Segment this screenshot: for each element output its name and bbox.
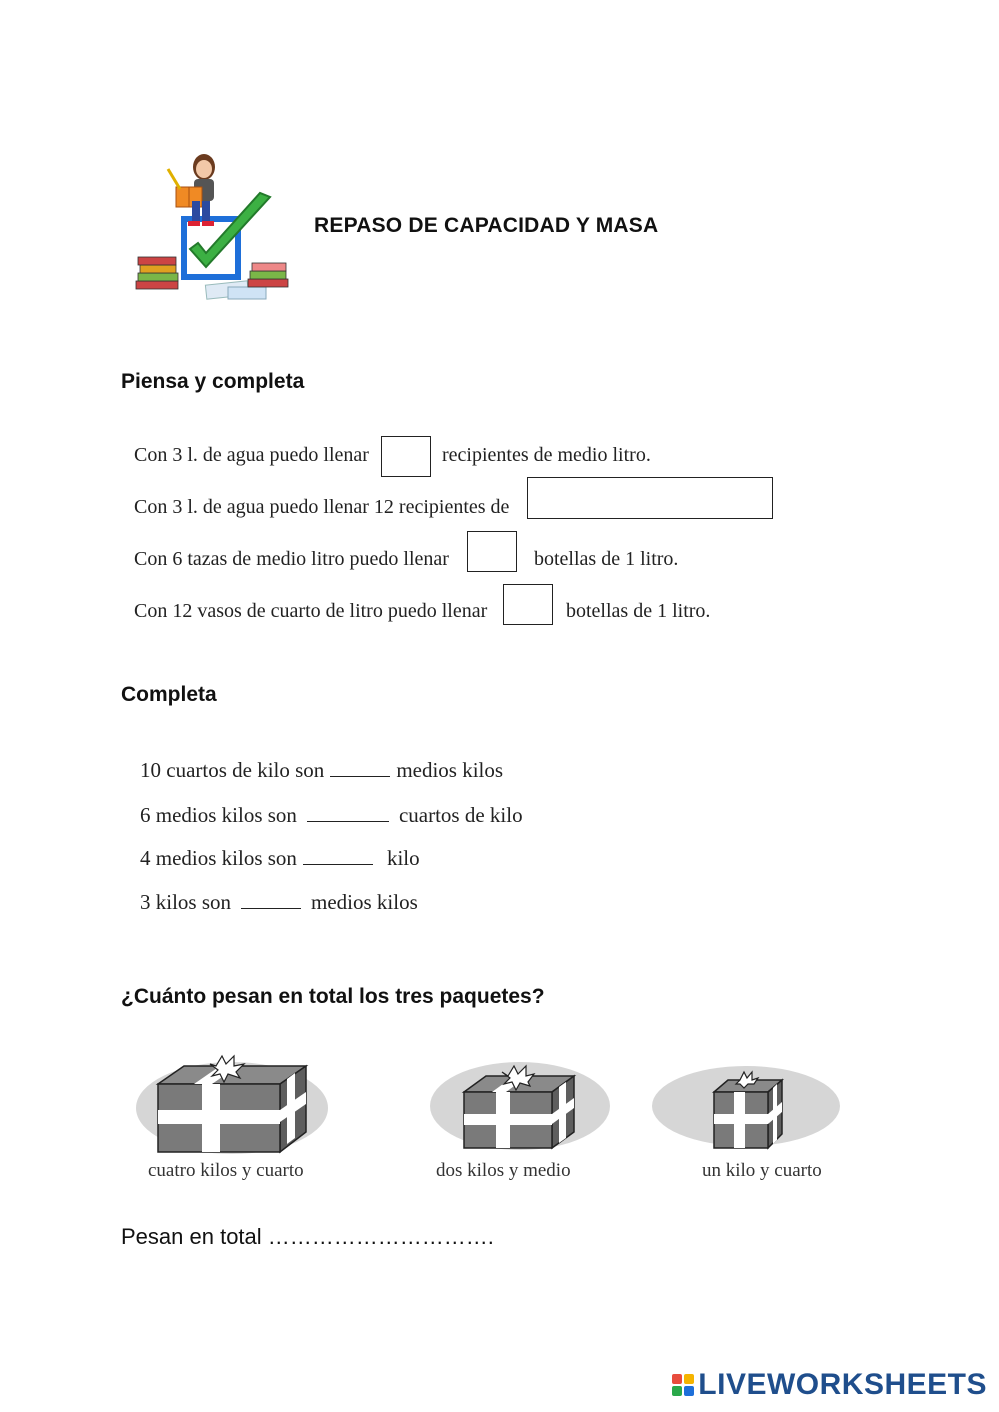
mass-line-2-end: cuartos de kilo xyxy=(398,803,523,827)
section-heading-piensa: Piensa y completa xyxy=(121,370,305,393)
mass-line-3 xyxy=(140,846,420,871)
mass-line-4-end: medios kilos xyxy=(311,890,418,914)
capacity-line-1-start: Con 3 l. de agua puedo llenar xyxy=(134,444,369,466)
answer-box-2[interactable] xyxy=(527,477,773,519)
mass-line-3-end: kilo xyxy=(386,846,420,870)
mass-line-2 xyxy=(140,803,523,828)
gift-box-icon xyxy=(650,1062,842,1156)
mass-line-1 xyxy=(140,758,503,783)
package-label-2: dos kilos y medio xyxy=(436,1160,571,1181)
capacity-line-3-start: Con 6 tazas de medio litro puedo llenar xyxy=(134,548,449,570)
gift-box-icon xyxy=(428,1056,612,1156)
gift-box-icon xyxy=(134,1052,330,1160)
capacity-line-4-start: Con 12 vasos de cuarto de litro puedo llenar xyxy=(134,600,488,622)
total-answer-line[interactable]: Pesan en total …………………………. xyxy=(121,1224,494,1249)
mass-line-4-start: 3 kilos son xyxy=(140,890,232,914)
mass-line-1-end: medios kilos xyxy=(396,758,504,782)
mass-line-4 xyxy=(140,890,418,915)
liveworksheets-logo-icon xyxy=(672,1374,694,1396)
capacity-line-2-start: Con 3 l. de agua puedo llenar 12 recipientes de xyxy=(134,496,510,518)
package-label-3: un kilo y cuarto xyxy=(702,1160,822,1181)
mass-blank-1[interactable] xyxy=(330,758,390,777)
mass-line-2-start: 6 medios kilos son xyxy=(140,803,297,827)
capacity-line-4-end: botellas de 1 litro. xyxy=(566,600,711,622)
teacher-check-illustration xyxy=(128,145,298,307)
answer-box-3[interactable] xyxy=(467,531,517,572)
mass-blank-3[interactable] xyxy=(303,846,373,865)
package-label-1: cuatro kilos y cuarto xyxy=(148,1160,304,1181)
answer-box-4[interactable] xyxy=(503,584,553,625)
mass-blank-2[interactable] xyxy=(307,803,389,822)
section-heading-paquetes: ¿Cuánto pesan en total los tres paquetes? xyxy=(121,985,545,1008)
brand-text: LIVEWORKSHEETS xyxy=(698,1368,987,1401)
capacity-line-3-end: botellas de 1 litro. xyxy=(534,548,679,570)
mass-line-1-start: 10 cuartos de kilo son xyxy=(140,758,325,782)
answer-box-1[interactable] xyxy=(381,436,431,477)
liveworksheets-logo xyxy=(672,1368,987,1402)
mass-blank-4[interactable] xyxy=(241,890,301,909)
mass-line-3-start: 4 medios kilos son xyxy=(140,846,297,870)
section-heading-completa: Completa xyxy=(121,683,217,706)
capacity-line-1-end: recipientes de medio litro. xyxy=(442,444,651,466)
page-title: REPASO DE CAPACIDAD Y MASA xyxy=(314,214,659,237)
